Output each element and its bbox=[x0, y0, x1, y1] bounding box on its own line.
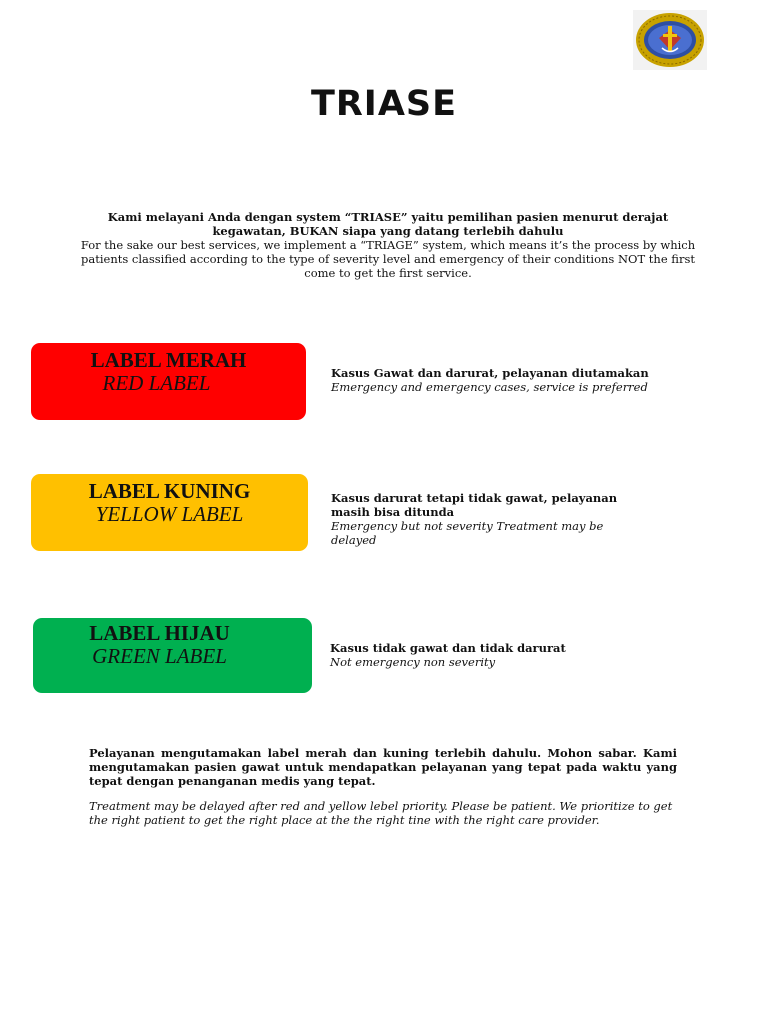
yellow-label-box bbox=[31, 474, 308, 551]
red-label-box bbox=[31, 343, 306, 420]
intro-english-text: For the sake our best services, we implement a “TRIAGE” system, which means it’s the process by which patients classified according to the type of severity level and emergency of their conditions NOT the first come to get the first service. bbox=[80, 238, 696, 280]
footer-indonesian-text: Pelayanan mengutamakan label merah dan kuning terlebih dahulu. Mohon sabar. Kami mengutamakan pasien gawat untuk mendapatkan pelayanan yang tepat pada waktu yang tepat dengan penanganan medis yang tepat. bbox=[89, 746, 677, 788]
green-label-title: LABEL HIJAU bbox=[89, 621, 230, 645]
green-label-desc-indonesian: Kasus tidak gawat dan tidak darurat bbox=[330, 641, 566, 655]
red-label-desc-english: Emergency and emergency cases, service is preferred bbox=[331, 380, 648, 394]
yellow-label-desc-indonesian: Kasus darurat tetapi tidak gawat, pelayanan masih bisa ditunda bbox=[331, 491, 618, 519]
green-label-box bbox=[33, 618, 312, 693]
yellow-label-subtitle: YELLOW LABEL bbox=[95, 502, 244, 526]
yellow-label-title: LABEL KUNING bbox=[88, 479, 251, 503]
red-label-desc-indonesian: Kasus Gawat dan darurat, pelayanan diutamakan bbox=[331, 366, 649, 380]
green-label-subtitle: GREEN LABEL bbox=[92, 644, 227, 668]
red-label-subtitle: RED LABEL bbox=[102, 371, 211, 395]
red-label-title: LABEL MERAH bbox=[90, 348, 247, 372]
green-label-description bbox=[330, 641, 650, 669]
page-title: TRIASE bbox=[310, 84, 458, 124]
intro-indonesian-text: Kami melayani Anda dengan system “TRIASE” yaitu pemilihan pasien menurut derajat kegawatan, BUKAN siapa yang datang terlebih dahulu bbox=[107, 210, 669, 238]
green-label-desc-english: Not emergency non severity bbox=[330, 655, 496, 669]
hospital-logo-icon bbox=[633, 10, 707, 70]
yellow-label-desc-english: Emergency but not severity Treatment may be delayed bbox=[331, 519, 604, 547]
yellow-label-description bbox=[331, 491, 631, 547]
intro-block bbox=[70, 210, 706, 280]
red-label-description bbox=[331, 366, 671, 394]
footer-english-text: Treatment may be delayed after red and yellow lebel priority. Please be patient. We prioritize to get the right patient to get the right place at the the right tine with the right care provider. bbox=[89, 799, 673, 827]
